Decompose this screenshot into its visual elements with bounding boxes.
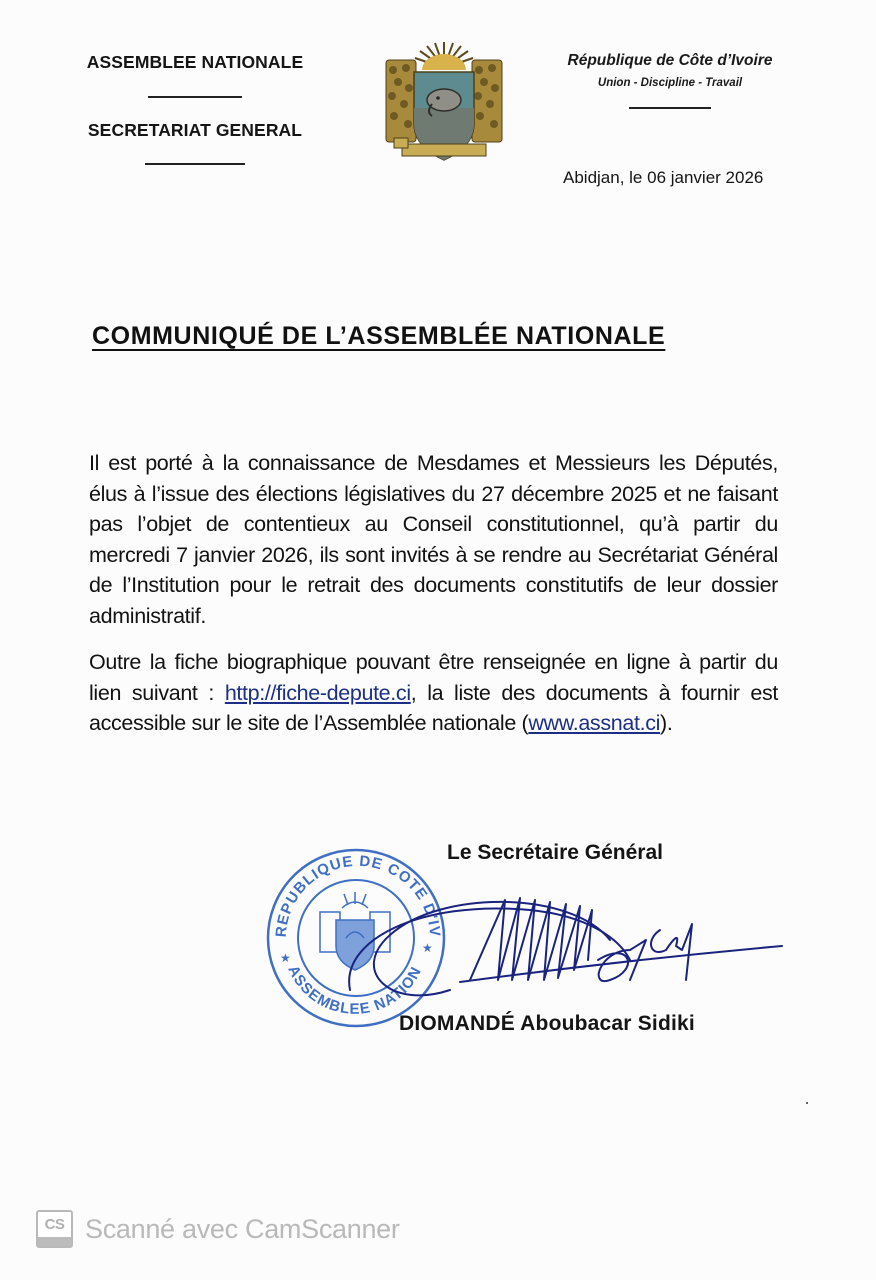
- paragraph-1: Il est porté à la connaissance de Mesdames et Messieurs les Députés, élus à l’issue des élections législatives du 27 décembre 2025 et ne faisant pas l’objet de contentieux au Conseil constitutionnel, qu’à partir du mercredi 7 janvier 2026, ils sont invités à se rendre au Secrétariat Général de l’Institution pour le retrait des documents constitutifs de leur dossier administratif.: [89, 451, 778, 628]
- document-date: Abidjan, le 06 janvier 2026: [563, 168, 764, 187]
- logo-bar: [38, 1237, 71, 1246]
- paragraph-2: [89, 647, 778, 739]
- stamp-top-text: REPUBLIQUE DE COTE D'IV: [272, 852, 444, 938]
- country-name: République de Côte d’Ivoire: [567, 52, 773, 69]
- coat-of-arms-icon: [380, 38, 508, 166]
- camscanner-watermark: [36, 1210, 400, 1248]
- handwritten-signature: [330, 880, 790, 1010]
- paragraph-2-text: ).: [660, 711, 673, 735]
- svg-text:★: ★: [422, 941, 433, 955]
- camscanner-logo-text: CS: [44, 1216, 65, 1233]
- divider: [629, 107, 711, 109]
- svg-text:★: ★: [280, 951, 291, 965]
- assnat-link[interactable]: www.assnat.ci: [528, 711, 661, 735]
- scan-artifact: [806, 1102, 808, 1104]
- camscanner-logo-icon: [36, 1210, 73, 1248]
- national-motto: Union - Discipline - Travail: [597, 77, 743, 89]
- institution-name: ASSEMBLEE NATIONALE: [86, 52, 304, 72]
- header-left: [40, 52, 350, 165]
- signatory-title: Le Secrétaire Général: [447, 841, 663, 864]
- department-name: SECRETARIAT GENERAL: [87, 120, 303, 140]
- divider: [145, 163, 245, 165]
- stamp-bottom-text: ASSEMBLEE NATION: [284, 962, 426, 1018]
- camscanner-label: Scanné avec CamScanner: [85, 1213, 400, 1244]
- paragraph-2-text: , la liste des documents à fournir est accessible sur le site de l’Assemblée nationale (: [89, 680, 778, 735]
- paragraph-2-text: Outre la fiche biographique pouvant être renseignée en ligne à partir du lien suivant :: [89, 650, 778, 705]
- fiche-depute-link[interactable]: http://fiche-depute.ci: [224, 680, 411, 705]
- divider: [148, 96, 242, 98]
- document-title: COMMUNIQUÉ DE L’ASSEMBLÉE NATIONALE: [92, 322, 666, 350]
- signatory-name: DIOMANDÉ Aboubacar Sidiki: [399, 1012, 695, 1035]
- header-right: [545, 52, 795, 109]
